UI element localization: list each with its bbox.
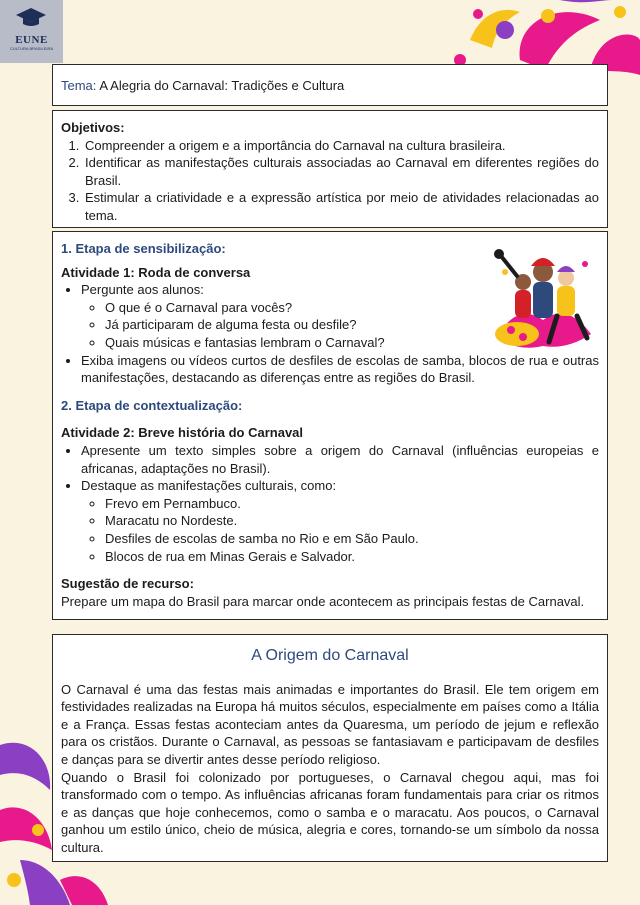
origin-paragraph-2: Quando o Brasil foi colonizado por portugueses, o Carnaval chegou aqui, mas foi transformado com o tempo. As influências africanas foram fundamentais para criar os ritmos e as danças que hoje conhecemos, como o samba e o maracatu. Aos poucos, o Carnaval ganhou um estilo único, cheio de música, alegria e cores, tornando-se um símbolo da nossa cultura. [61,769,599,855]
objective-item: 1. Compreender a origem e a importância do Carnaval na cultura brasileira. [83,137,599,155]
objective-item: 3. Estimular a criatividade e a expressão artística por meio de atividades relacionadas ao tema. [83,189,599,224]
theme-text: A Alegria do Carnaval: Tradições e Cultura [99,78,345,93]
activity1-title: Atividade 1: Roda de conversa [61,264,251,280]
objectives-title: Objetivos: [61,120,125,135]
list-item [81,477,599,565]
stage1-bullet1: Pergunte aos alunos: [81,282,204,298]
origin-paragraph-1: O Carnaval é uma das festas mais animadas e importantes do Brasil. Ele tem origem em festividades realizadas na Europa há muitos séculos, especialmente em países como a Itália e a França. Essas festas aconteciam antes da Quaresma, um período de jejum e reflexão para os cristãos. Durante o Carnaval, as pessoas se fantasiavam e participavam de desfiles e danças para se divertir antes desse período religioso. [61,681,599,767]
question-item: ◦ Já participaram de alguma festa ou desfile? [105,316,599,334]
objectives-list [61,137,599,225]
stage2-bullet2: Destaque as manifestações culturais, como: [81,478,337,494]
manifestation-item: ◦ Maracatu no Nordeste. [105,512,599,530]
activity2-title: Atividade 2: Breve história do Carnaval [61,425,304,441]
theme-label: Tema: [61,78,97,93]
manifestation-item: ◦ Desfiles de escolas de samba no Rio e em São Paulo. [105,530,599,548]
resource-title: Sugestão de recurso: [61,576,194,592]
carnival-dancers-illustration [487,242,599,352]
activities-box [52,231,608,620]
theme-box [52,64,608,106]
manifestation-item: ◦ Blocos de rua em Minas Gerais e Salvador. [105,548,599,566]
objectives-box [52,110,608,228]
stage2-bullet1: • Apresente um texto simples sobre a origem do Carnaval (influências europeias e africanas, adaptações no Brasil). [81,442,599,477]
manifestation-item: ◦ Frevo em Pernambuco. [105,495,599,513]
graduation-cap-icon [15,6,47,28]
manifestations-list [81,495,599,565]
origin-box [52,634,608,862]
resource-text: Prepare um mapa do Brasil para marcar onde acontecem as principais festas de Carnaval. [61,593,585,609]
stage1-title: 1. Etapa de sensibilização: [61,241,226,256]
stage2-list [61,442,599,565]
stage2-title: 2. Etapa de contextualização: [61,397,243,413]
origin-title: A Origem do Carnaval [251,647,409,664]
question-item: ◦ Quais músicas e fantasias lembram o Carnaval? [105,334,599,352]
objective-item: 2. Identificar as manifestações culturais associadas ao Carnaval em diferentes regiões do Brasil. [83,154,599,189]
school-logo [0,0,63,63]
logo-name: EUNE [15,34,48,46]
question-item: ◦ O que é o Carnaval para vocês? [105,299,599,317]
logo-subtitle: CULTURA BRASILEIRA [9,46,54,51]
stage1-bullet2: • Exiba imagens ou vídeos curtos de desfiles de escolas de samba, blocos de rua e outras manifestações, destacando as diferenças entre as regiões do Brasil. [81,352,599,387]
